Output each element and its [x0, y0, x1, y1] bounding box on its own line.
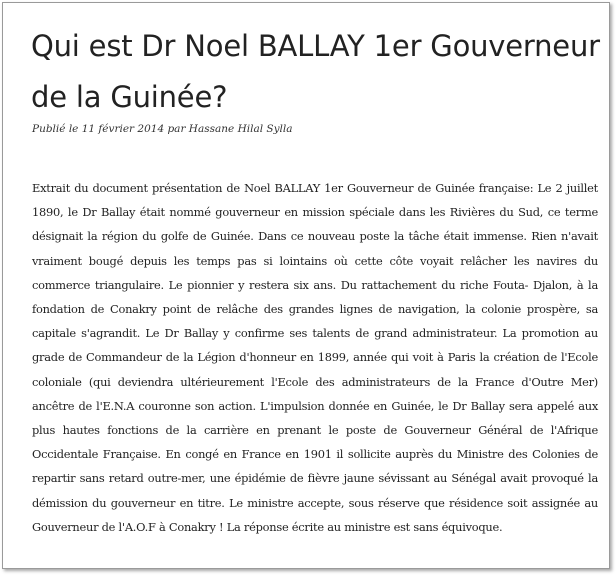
article-byline: Publié le 11 février 2014 par Hassane Hilal Sylla: [32, 123, 293, 135]
article-body: Extrait du document présentation de Noel BALLAY 1er Gouverneur de Guinée française: Le 2 juillet 1890, le Dr Ballay était nommé gouverneur en mission spéciale dans les Rivières du Sud, ce terme désignait la région du golfe de Guinée. Dans ce nouveau poste la tâche était immense. Rien n'avait vraiment bougé depuis les temps pas si lointains où cette côte voyait relâcher les navires du commerce triangulaire. Le pionnier y restera six ans. Du rattachement du riche Fouta- Djalon, à la fondation de Conakry point de relâche des grandes lignes de navigation, la colonie prospère, sa capitale s'agrandit. Le Dr Ballay y confirme ses talents de grand administrateur. La promotion au grade de Commandeur de la Légion d'honneur en 1899, année qui voit à Paris la création de l'Ecole coloniale (qui deviendra ultérieurement l'Ecole des administrateurs de la France d'Outre Mer) ancêtre de l'E.N.A couronne son action. L'impulsion donnée en Guinée, le Dr Ballay sera appelé aux plus hautes fonctions de la carrière en prenant le poste de Gouverneur Général de l'Afrique Occidentale Française. En congé en France en 1901 il sollicite auprès du Ministre des Colonies de repartir sans retard outre-mer, une épidémie de fièvre jaune sévissant au Sénégal avait provoqué la démission du gouverneur en titre. Le ministre accepte, sous réserve que résidence soit assignée au Gouverneur de l'A.O.F à Conakry ! La réponse écrite au ministre est sans équivoque.: [32, 181, 598, 534]
article-title: Qui est Dr Noel BALLAY 1er Gouverneur de la Guinée?: [31, 29, 600, 114]
article-frame: [2, 2, 610, 569]
